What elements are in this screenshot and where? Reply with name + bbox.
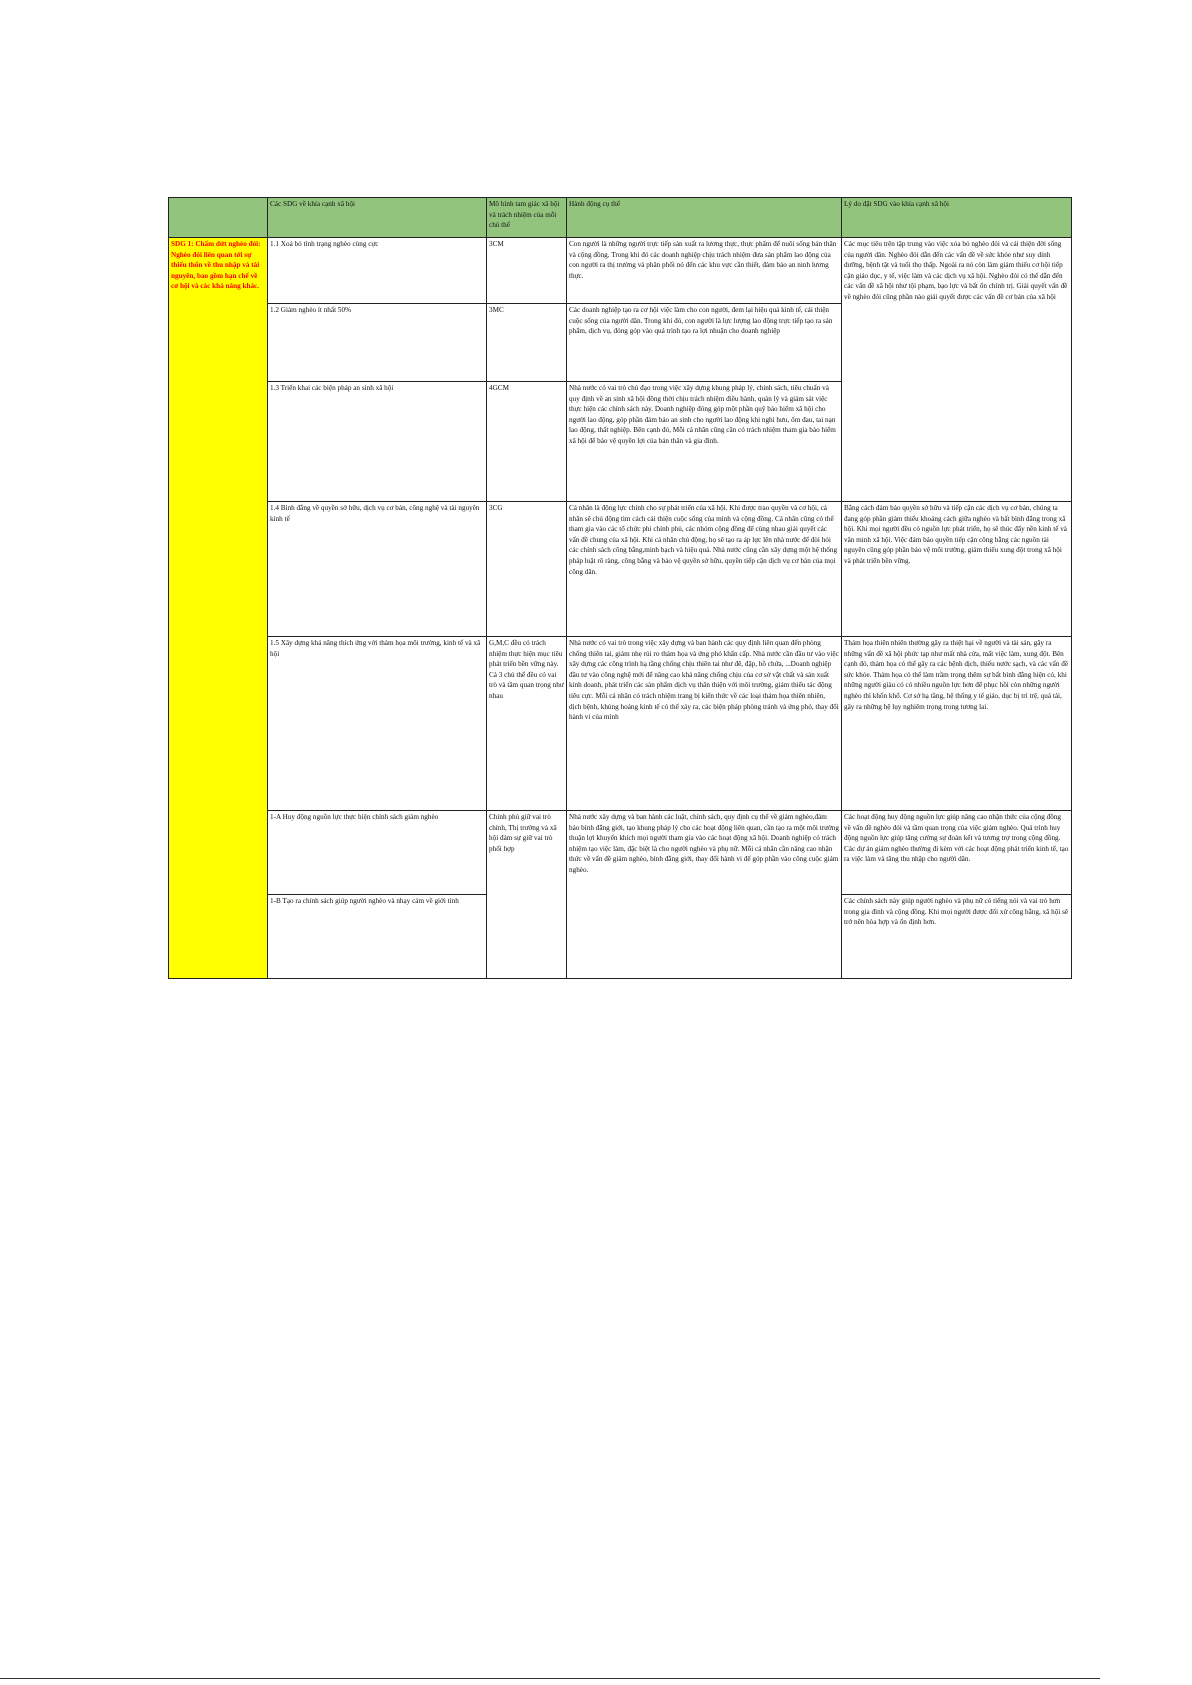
table-row bbox=[169, 637, 1072, 811]
table-row bbox=[169, 502, 1072, 637]
header-cell-action: Hành động cụ thể bbox=[567, 198, 842, 238]
target-cell: 1-A Huy động nguồn lực thực hiện chính sách giảm nghèo bbox=[268, 811, 487, 895]
action-cell: Nhà nước có vai trò chủ đạo trong việc xây dựng khung pháp lý, chính sách, tiêu chuẩn và quy định về an sinh xã hội đồng thời chịu trách nhiệm điều hành, quản lý và giám sát việc thực hiện các chính sách này. Doanh nghiệp đóng góp một phần quỹ bảo hiểm xã hội cho người lao động, góp phần đảm bảo an sinh cho người lao động khi nghỉ hưu, ốm đau, tai nạn lao động, thất nghiệp. Bên cạnh đó, Mỗi cá nhân cũng cần có trách nhiệm tham gia bảo hiểm xã hội để bảo vệ quyền lợi của bản thân và gia đình. bbox=[567, 382, 842, 502]
header-row bbox=[169, 198, 1072, 238]
target-cell: 1.3 Triển khai các biện pháp an sinh xã hội bbox=[268, 382, 487, 502]
page-bottom-rule bbox=[0, 1678, 1100, 1679]
action-cell: Các doanh nghiệp tạo ra cơ hội việc làm cho con người, đem lại hiệu quả kinh tế, cải thiện cuộc sống của người dân. Trong khi đó, con người là lực lượng lao động trực tiếp tạo ra sản phẩm, dịch vụ, đóng góp vào quá trình tạo ra lợi nhuận cho doanh nghiệp bbox=[567, 304, 842, 382]
header-cell-reason: Lý do đặt SDG vào khía cạnh xã hội bbox=[842, 198, 1072, 238]
model-cell: Chính phủ giữ vai trò chính, Thị trường và xã hội đảm sự giữ vai trò phối hợp bbox=[487, 811, 567, 979]
model-cell: 3CG bbox=[487, 502, 567, 637]
action-cell: Cá nhân là động lực chính cho sự phát triển của xã hội. Khi được trao quyền và cơ hội, cá nhân sẽ chủ động tìm cách cải thiện cuộc sống của mình và cộng đồng. Cá nhân cũng có thể tham gia vào các tổ chức phi chính phủ, các nhóm cộng đồng để cùng nhau giải quyết các vấn đề chung của xã hội. Khi cá nhân chủ động, họ sẽ tạo ra áp lực lên nhà nước để đòi hỏi các chính sách công bằng,minh bạch và hiệu quả. Nhà nước cũng cần xây dựng một hệ thống pháp luật rõ ràng, công bằng và bảo vệ quyền sở hữu, quyền tiếp cận dịch vụ cơ bản của mọi công dân. bbox=[567, 502, 842, 637]
action-cell: Nhà nước xây dựng và ban hành các luật, chính sách, quy định cụ thể về giảm nghèo,đảm bảo bình đẳng giới, tạo khung pháp lý cho các hoạt động liên quan, cần tạo ra một môi trường thuận lợi khuyến khích mọi người tham gia vào các hoạt động xã hội. Doanh nghiệp có trách nhiệm tạo việc làm, đặc biệt là cho người nghèo và phụ nữ. Mỗi cá nhân cần nâng cao nhận thức về vấn đề giảm nghèo, bình đẳng giới, thay đổi hành vi để góp phần vào công cuộc giảm nghèo. bbox=[567, 811, 842, 979]
header-cell-sdg: Các SDG về khía cạnh xã hội bbox=[268, 198, 487, 238]
target-cell: 1.2 Giảm nghèo ít nhất 50% bbox=[268, 304, 487, 382]
model-cell: 3CM bbox=[487, 238, 567, 304]
model-cell: 3MC bbox=[487, 304, 567, 382]
model-cell: 4GCM bbox=[487, 382, 567, 502]
model-cell: G,M,C đều có trách nhiệm thực hiện mục tiêu phát triển bền vững này. Cả 3 chủ thể đều có vai trò và tầm quan trọng như nhau bbox=[487, 637, 567, 811]
reason-cell: Các mục tiêu trên tập trung vào việc xóa bỏ nghèo đói và cải thiện đời sống của người dân. Nghèo đói dẫn đến các vấn đề về sức khỏe như suy dinh dưỡng, bệnh tật và tuổi thọ thấp. Ngoài ra nó còn làm giảm thiểu cơ hội tiếp cận giáo dục, y tế, việc làm và các dịch vụ xã hội. Nghèo đói có thể dẫn đến các vấn đề xã hội như tội phạm, bạo lực và bất ổn chính trị. Giải quyết vấn đề về nghèo đói cũng phần nào giải quyết được các vấn đề cơ bản của xã hội bbox=[842, 238, 1072, 502]
reason-cell: Các chính sách này giúp người nghèo và phụ nữ có tiếng nói và vai trò hơn trong gia đình và cộng đồng. Khi mọi người được đối xử công bằng, xã hội sẽ trở nên hòa hợp và ổn định hơn. bbox=[842, 895, 1072, 979]
target-cell: 1.1 Xoá bỏ tình trạng nghèo cùng cực bbox=[268, 238, 487, 304]
header-cell-empty bbox=[169, 198, 268, 238]
action-cell: Nhà nước có vai trò trong việc xây dựng và ban hành các quy định liên quan đến phòng chống thiên tai, giảm nhẹ rủi ro thảm họa và ứng phó khẩn cấp. Nhà nước cần đầu tư vào việc xây dựng các công trình hạ tầng chống chịu thiên tai như đê, đập, hồ chứa, ...Doanh nghiệp đầu tư vào công nghệ mới để nâng cao khả năng chống chịu của cơ sở vật chất và sản xuất kinh doanh, phát triển các sản phẩm dịch vụ thân thiện với môi trường, giảm thiểu tác động tiêu cực. Mỗi cá nhân có trách nhiệm trang bị kiến thức về các loại thảm họa thiên nhiên, dịch bệnh, khủng hoảng kinh tế có thể xảy ra, các biện pháp phòng tránh và ứng phó, thay đổi hành vi của mình bbox=[567, 637, 842, 811]
sdg-table bbox=[168, 197, 1072, 979]
reason-cell: Thảm họa thiên nhiên thường gây ra thiệt hại về người và tài sản, gây ra những vấn đề xã hội phức tạp như mất nhà cửa, mất việc làm, xung đột. Bên cạnh đó, thảm họa có thể gây ra các bệnh dịch, thiếu nước sạch, và các vấn đề sức khỏe. Thảm họa có thể làm trầm trọng thêm sự bất bình đẳng hiện có, khi những người giàu có có nhiều nguồn lực hơn để phục hồi còn những người nghèo thì khốn khổ. Cơ sở hạ tầng, hệ thống y tế giáo, dục bị trì trệ, quá tải, gây ra những hệ lụy nghiêm trọng trong tương lai. bbox=[842, 637, 1072, 811]
sdg-goal-cell: SDG 1: Chấm dứt nghèo đói: Nghèo đói liên quan tới sự thiếu thốn về thu nhập và tài nguyên, bao gồm hạn chế về cơ hội và các khả năng khác. bbox=[169, 238, 268, 979]
table-row bbox=[169, 238, 1072, 304]
table-row bbox=[169, 811, 1072, 895]
reason-cell: Các hoạt động huy động nguồn lực giúp nâng cao nhận thức của cộng đồng về vấn đề nghèo đói và tầm quan trọng của việc giảm nghèo. Quá trình huy động nguồn lực giúp tăng cường sự đoàn kết và tương trợ trong cộng đồng. Các dự án giảm nghèo thường đi kèm với các hoạt động phát triển kinh tế, tạo ra việc làm và tăng thu nhập cho người dân. bbox=[842, 811, 1072, 895]
action-cell: Con người là những người trực tiếp sản xuất ra lương thực, thực phẩm để nuôi sống bản thân và cộng đồng. Trong khi đó các doanh nghiệp chịu trách nhiệm đưa sản phẩm lao động của con người ra thị trường và phân phối nó đến các khu vực cần thiết, đảm bảo an ninh lương thực. bbox=[567, 238, 842, 304]
target-cell: 1.5 Xây dựng khả năng thích ứng với thảm họa môi trường, kinh tế và xã hội bbox=[268, 637, 487, 811]
target-cell: 1-B Tạo ra chính sách giúp người nghèo và nhạy cảm về giới tính bbox=[268, 895, 487, 979]
target-cell: 1.4 Bình đẳng về quyền sở hữu, dịch vụ cơ bản, công nghệ và tài nguyên kinh tế bbox=[268, 502, 487, 637]
header-cell-model: Mô hình tam giác xã hội và trách nhiệm của mỗi chủ thể bbox=[487, 198, 567, 238]
reason-cell: Bằng cách đảm bảo quyền sở hữu và tiếp cận các dịch vụ cơ bản, chúng ta đang góp phần giảm thiểu khoảng cách giữa nghèo và bất bình đẳng trong xã hội. Khi mọi người đều có nguồn lực phát triển, họ sẽ thúc đẩy nền kinh tế và văn minh xã hội. Việc đảm bảo quyền tiếp cận công bằng các nguồn tài nguyên cũng góp phần bảo vệ môi trường, giảm thiểu xung đột trong xã hội và phát triển bền vững. bbox=[842, 502, 1072, 637]
